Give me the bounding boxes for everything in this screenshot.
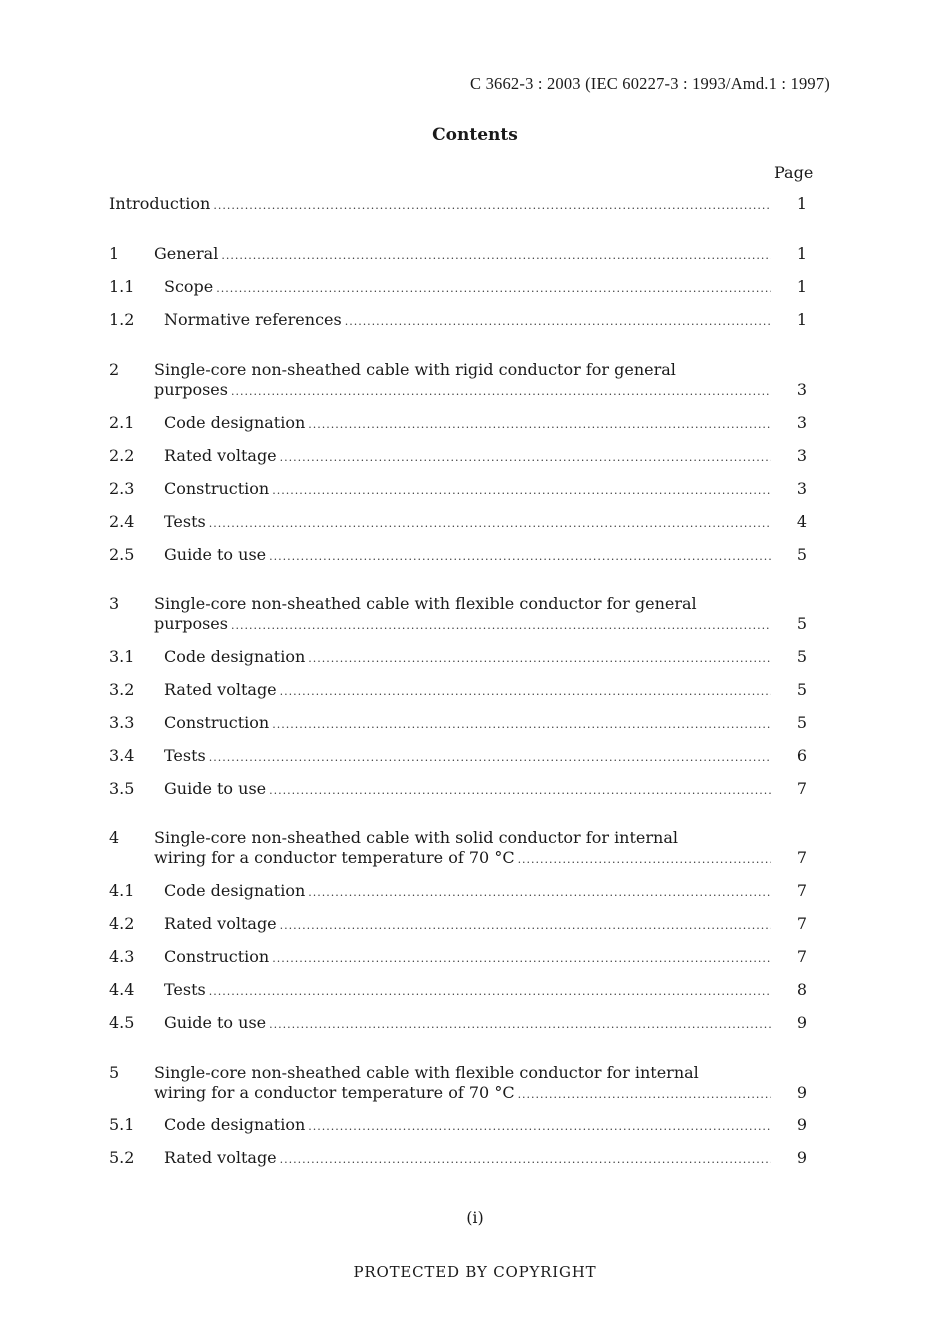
leader-dots <box>518 1085 771 1105</box>
leader-dots <box>231 382 771 402</box>
leader-dots <box>209 514 771 534</box>
toc-entry-title: Normative references <box>164 310 342 329</box>
toc-entry-title: Rated voltage <box>164 1148 277 1167</box>
toc-entry-page: 8 <box>796 980 808 999</box>
toc-entry-title: Rated voltage <box>164 914 277 933</box>
leader-dots <box>280 1150 771 1170</box>
leader-dots <box>231 616 771 636</box>
toc-entry-number: 1.2 <box>109 310 135 329</box>
toc-entry-page: 5 <box>796 680 808 699</box>
toc-entry-page: 3 <box>796 413 808 432</box>
toc-entry-title: Code designation <box>164 881 306 900</box>
toc-entry-number: 1 <box>109 244 120 263</box>
toc-entry-number: 2.5 <box>109 545 135 564</box>
toc-entry-number: 3.4 <box>109 746 135 765</box>
toc-entry-number: 4.3 <box>109 947 135 966</box>
toc-entry-title: wiring for a conductor temperature of 70 °C <box>154 1083 515 1102</box>
leader-dots <box>308 883 771 903</box>
leader-dots <box>518 850 771 870</box>
toc-entry-page: 9 <box>796 1013 808 1032</box>
leader-dots <box>221 246 771 266</box>
toc-entry-title: Rated voltage <box>164 680 277 699</box>
leader-dots <box>213 196 771 216</box>
document-reference: C 3662-3 : 2003 (IEC 60227-3 : 1993/Amd.1 : 1997) <box>470 74 830 93</box>
page-title: Contents <box>432 125 518 145</box>
toc-entry-page: 9 <box>796 1148 808 1167</box>
leader-dots <box>209 748 771 768</box>
leader-dots <box>280 682 771 702</box>
toc-entry-title: Tests <box>164 746 206 765</box>
toc-entry-number: 4.1 <box>109 881 135 900</box>
toc-entry-title: Guide to use <box>164 779 267 798</box>
toc-entry-page: 6 <box>796 746 808 765</box>
toc-entry-title: Guide to use <box>164 1013 267 1032</box>
toc-entry-title-line: Single-core non-sheathed cable with flexible conductor for internal <box>154 1063 699 1082</box>
toc-entry-page: 7 <box>796 947 808 966</box>
toc-entry-number: 2 <box>109 360 120 379</box>
toc-entry-title: Construction <box>164 713 270 732</box>
toc-entry-number: 3.2 <box>109 680 135 699</box>
toc-entry-page: 3 <box>796 380 808 399</box>
toc-entry-title: wiring for a conductor temperature of 70 °C <box>154 848 515 867</box>
toc-entry-number: 4.5 <box>109 1013 135 1032</box>
leader-dots <box>272 949 771 969</box>
toc-entry-number: 3 <box>109 594 120 613</box>
toc-entry-page: 7 <box>796 848 808 867</box>
toc-entry-title: Tests <box>164 512 206 531</box>
leader-dots <box>272 481 771 501</box>
toc-entry-title: Code designation <box>164 647 306 666</box>
toc-entry-number: 5.1 <box>109 1115 135 1134</box>
toc-entry-page: 5 <box>796 545 808 564</box>
toc-entry-page: 4 <box>796 512 808 531</box>
toc-entry-title: General <box>154 244 219 263</box>
toc-entry-number: 4 <box>109 828 120 847</box>
toc-entry-page: 5 <box>796 614 808 633</box>
leader-dots <box>345 312 771 332</box>
toc-entry-page: 7 <box>796 881 808 900</box>
toc-entry-number: 2.2 <box>109 446 135 465</box>
toc-entry-page: 9 <box>796 1115 808 1134</box>
leader-dots <box>308 649 771 669</box>
toc-entry-number: 5 <box>109 1063 120 1082</box>
toc-entry-title-line: Single-core non-sheathed cable with solid conductor for internal <box>154 828 678 847</box>
toc-entry-number: 4.4 <box>109 980 135 999</box>
toc-entry-title: purposes <box>154 614 228 633</box>
toc-entry-title-line: Single-core non-sheathed cable with flexible conductor for general <box>154 594 697 613</box>
toc-entry-title: Construction <box>164 479 270 498</box>
toc-entry-number: 2.4 <box>109 512 135 531</box>
toc-entry-title: Code designation <box>164 1115 306 1134</box>
toc-entry-number: 5.2 <box>109 1148 135 1167</box>
toc-entry-page: 3 <box>796 479 808 498</box>
leader-dots <box>280 916 771 936</box>
toc-entry-title: Guide to use <box>164 545 267 564</box>
toc-entry-number: 4.2 <box>109 914 135 933</box>
toc-entry-page: 3 <box>796 446 808 465</box>
leader-dots <box>209 982 771 1002</box>
toc-entry-number: 1.1 <box>109 277 135 296</box>
toc-entry-number: 3.3 <box>109 713 135 732</box>
toc-entry-title: purposes <box>154 380 228 399</box>
copyright-notice: PROTECTED BY COPYRIGHT <box>353 1263 597 1281</box>
leader-dots <box>272 715 771 735</box>
page-number: (i) <box>466 1208 484 1227</box>
leader-dots <box>308 1117 771 1137</box>
toc-entry-title: Tests <box>164 980 206 999</box>
toc-entry-number: 3.1 <box>109 647 135 666</box>
leader-dots <box>269 547 771 567</box>
leader-dots <box>308 415 771 435</box>
toc-entry-page: 1 <box>796 244 808 263</box>
leader-dots <box>280 448 771 468</box>
leader-dots <box>269 1015 771 1035</box>
toc-entry-page: 5 <box>796 713 808 732</box>
toc-entry-title: Introduction <box>109 194 211 213</box>
leader-dots <box>269 781 771 801</box>
toc-entry-title: Scope <box>164 277 214 296</box>
toc-entry-page: 1 <box>796 277 808 296</box>
toc-entry-title-line: Single-core non-sheathed cable with rigid conductor for general <box>154 360 676 379</box>
toc-entry-page: 9 <box>796 1083 808 1102</box>
toc-entry-title: Construction <box>164 947 270 966</box>
toc-entry-page: 7 <box>796 779 808 798</box>
toc-entry-title: Code designation <box>164 413 306 432</box>
toc-entry-number: 2.1 <box>109 413 135 432</box>
toc-entry-page: 7 <box>796 914 808 933</box>
toc-entry-page: 1 <box>796 310 808 329</box>
toc-entry-page: 1 <box>796 194 808 213</box>
leader-dots <box>216 279 771 299</box>
toc-entry-title: Rated voltage <box>164 446 277 465</box>
toc-entry-page: 5 <box>796 647 808 666</box>
toc-entry-number: 3.5 <box>109 779 135 798</box>
toc-entry-number: 2.3 <box>109 479 135 498</box>
page-column-label: Page <box>774 163 814 182</box>
